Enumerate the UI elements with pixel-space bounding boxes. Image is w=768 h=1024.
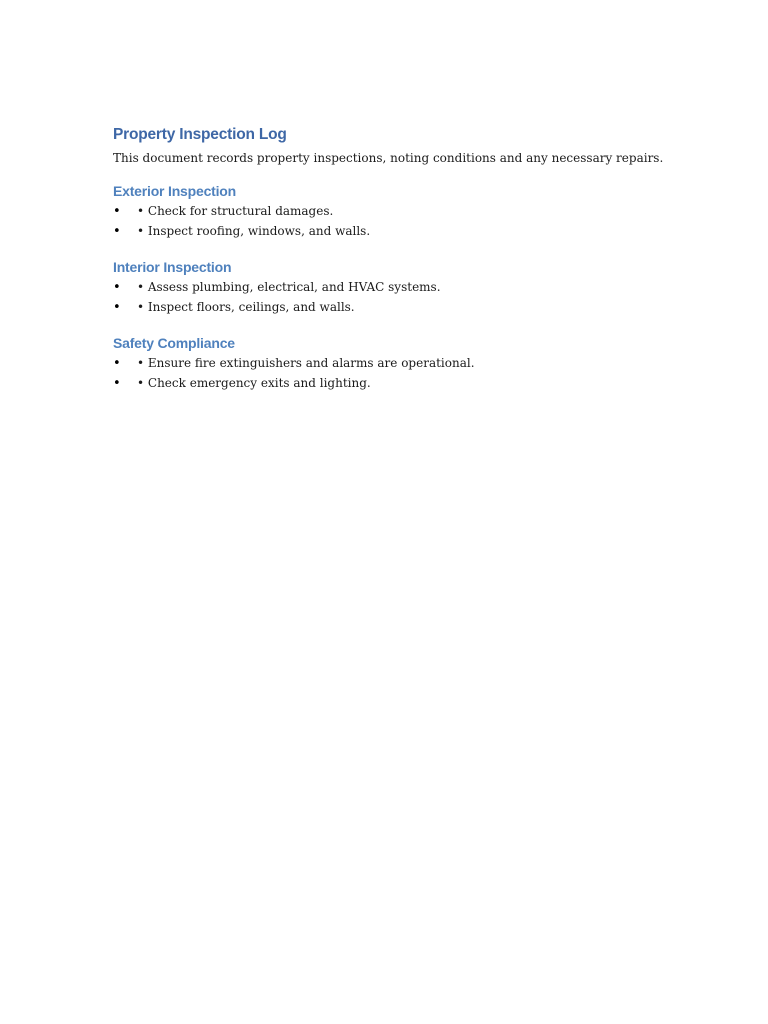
bullet-icon: • — [113, 299, 121, 315]
list-item — [113, 278, 693, 298]
bullet-list — [113, 202, 693, 241]
section-exterior-inspection — [113, 181, 693, 241]
section-heading: Safety Compliance — [113, 335, 235, 351]
list-item — [113, 354, 693, 374]
list-item-text: • Check emergency exits and lighting. — [137, 375, 371, 390]
bullet-icon: • — [113, 204, 121, 219]
document-title: Property Inspection Log — [113, 126, 287, 143]
bullet-list — [113, 278, 693, 317]
section-interior-inspection — [113, 257, 693, 317]
section-heading: Interior Inspection — [113, 259, 232, 275]
list-item-text: • Inspect roofing, windows, and walls. — [137, 223, 371, 238]
list-item — [113, 374, 693, 394]
bullet-icon: • — [113, 280, 121, 295]
list-item-text: • Check for structural damages. — [137, 204, 334, 218]
list-item-text: • Assess plumbing, electrical, and HVAC systems. — [137, 280, 441, 294]
section-safety-compliance — [113, 333, 693, 393]
list-item — [113, 222, 693, 242]
list-item — [113, 202, 693, 222]
document-page — [113, 124, 693, 393]
list-item-text: • Ensure fire extinguishers and alarms are operational. — [137, 356, 475, 370]
list-item-text: • Inspect floors, ceilings, and walls. — [137, 299, 355, 314]
bullet-icon: • — [113, 375, 121, 391]
document-intro: This document records property inspections, noting conditions and any necessary repairs. — [113, 151, 664, 165]
bullet-icon: • — [113, 356, 121, 371]
section-heading: Exterior Inspection — [113, 183, 237, 199]
list-item — [113, 298, 693, 318]
bullet-list — [113, 354, 693, 393]
bullet-icon: • — [113, 223, 121, 239]
